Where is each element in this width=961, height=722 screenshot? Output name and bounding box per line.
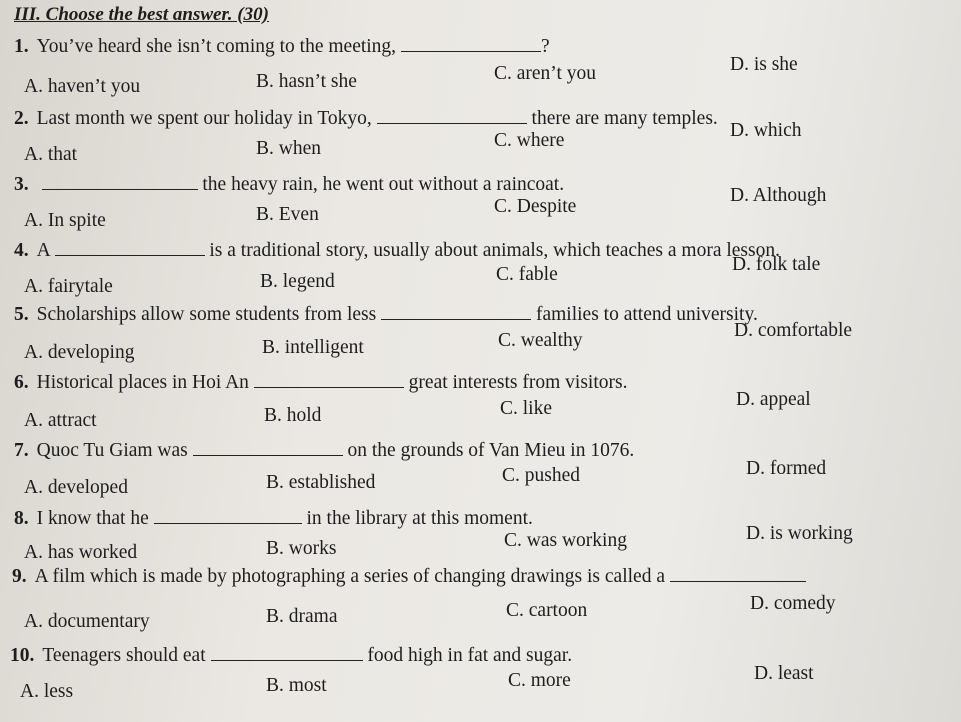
question-2	[14, 108, 718, 130]
option-d[interactable]: D. least	[754, 663, 814, 684]
question-10	[10, 645, 572, 667]
question-text-post: on the grounds of Van Mieu in 1076.	[347, 440, 635, 461]
answer-blank[interactable]	[193, 454, 343, 456]
question-text-pre: I know that he	[36, 508, 149, 529]
option-d[interactable]: D. is working	[746, 523, 853, 544]
answer-blank[interactable]	[401, 50, 541, 52]
answer-blank[interactable]	[670, 580, 806, 582]
question-4	[14, 240, 780, 262]
option-d[interactable]: D. formed	[746, 458, 827, 479]
option-b[interactable]: B. legend	[260, 271, 335, 292]
option-a[interactable]: A. fairytale	[24, 276, 113, 297]
option-a[interactable]: A. haven’t you	[24, 76, 141, 97]
option-c[interactable]: C. was working	[504, 530, 627, 551]
question-number: 3.	[14, 174, 29, 195]
question-text-pre: You’ve heard she isn’t coming to the meeting,	[36, 36, 397, 57]
option-a[interactable]: A. that	[24, 144, 78, 165]
answer-blank[interactable]	[42, 188, 198, 190]
option-b[interactable]: B. drama	[266, 606, 338, 627]
option-c[interactable]: C. aren’t you	[494, 63, 596, 84]
question-text-pre: A film which is made by photographing a series of changing drawings is called a	[34, 566, 665, 587]
option-b[interactable]: B. most	[266, 675, 327, 696]
question-text-pre: A	[36, 240, 50, 261]
question-1	[14, 36, 550, 58]
option-a[interactable]: A. documentary	[24, 611, 150, 632]
question-9	[12, 566, 806, 588]
answer-blank[interactable]	[381, 318, 531, 320]
question-number: 9.	[12, 566, 27, 587]
option-a[interactable]: A. attract	[24, 410, 97, 431]
answer-blank[interactable]	[377, 122, 527, 124]
question-text-post: great interests from visitors.	[408, 372, 628, 393]
option-b[interactable]: B. established	[266, 472, 376, 493]
option-d[interactable]: D. which	[730, 120, 802, 141]
option-c[interactable]: C. more	[508, 670, 571, 691]
answer-blank[interactable]	[211, 659, 363, 661]
option-c[interactable]: C. fable	[496, 264, 558, 285]
question-text-pre: Quoc Tu Giam was	[36, 440, 188, 461]
option-c[interactable]: C. Despite	[494, 196, 577, 217]
question-number: 5.	[14, 304, 29, 325]
option-c[interactable]: C. where	[494, 130, 565, 151]
option-a[interactable]: A. has worked	[24, 542, 138, 563]
question-number: 8.	[14, 508, 29, 529]
answer-blank[interactable]	[154, 522, 302, 524]
option-b[interactable]: B. works	[266, 538, 337, 559]
question-8	[14, 508, 533, 530]
option-a[interactable]: A. developed	[24, 477, 128, 498]
question-number: 2.	[14, 108, 29, 129]
question-number: 1.	[14, 36, 29, 57]
option-d[interactable]: D. is she	[730, 54, 798, 75]
option-a[interactable]: A. In spite	[24, 210, 106, 231]
option-c[interactable]: C. like	[500, 398, 552, 419]
question-text-post: is a traditional story, usually about animals, which teaches a mora lesson.	[209, 240, 780, 261]
question-3	[14, 174, 564, 196]
question-7	[14, 440, 634, 462]
option-c[interactable]: C. pushed	[502, 465, 580, 486]
option-d[interactable]: D. folk tale	[732, 254, 821, 275]
option-b[interactable]: B. when	[256, 138, 321, 159]
option-d[interactable]: D. comedy	[750, 593, 836, 614]
question-text-post: there are many temples.	[531, 108, 718, 129]
question-text-post: ?	[540, 36, 550, 57]
question-6	[14, 372, 627, 394]
question-number: 4.	[14, 240, 29, 261]
option-a[interactable]: A. developing	[24, 342, 135, 363]
option-d[interactable]: D. appeal	[736, 389, 811, 410]
option-a[interactable]: A. less	[20, 681, 74, 702]
option-d[interactable]: D. Although	[730, 185, 827, 206]
question-5	[14, 304, 758, 326]
answer-blank[interactable]	[254, 386, 404, 388]
question-text-post: in the library at this moment.	[306, 508, 533, 529]
option-b[interactable]: B. hold	[264, 405, 322, 426]
question-text-pre: Last month we spent our holiday in Tokyo,	[36, 108, 372, 129]
question-text-pre: Scholarships allow some students from less	[36, 304, 377, 325]
section-title: III. Choose the best answer. (30)	[14, 4, 269, 25]
question-text-post: food high in fat and sugar.	[367, 645, 573, 666]
question-text-post: the heavy rain, he went out without a raincoat.	[202, 174, 565, 195]
option-d[interactable]: D. comfortable	[734, 320, 853, 341]
question-text-pre: Teenagers should eat	[42, 645, 206, 666]
question-number: 10.	[10, 645, 35, 666]
question-text-post: families to attend university.	[535, 304, 758, 325]
option-c[interactable]: C. wealthy	[498, 330, 583, 351]
option-b[interactable]: B. Even	[256, 204, 319, 225]
option-b[interactable]: B. hasn’t she	[256, 71, 357, 92]
question-number: 6.	[14, 372, 29, 393]
answer-blank[interactable]	[55, 254, 205, 256]
question-number: 7.	[14, 440, 29, 461]
option-c[interactable]: C. cartoon	[506, 600, 588, 621]
question-text-pre: Historical places in Hoi An	[36, 372, 249, 393]
option-b[interactable]: B. intelligent	[262, 337, 364, 358]
